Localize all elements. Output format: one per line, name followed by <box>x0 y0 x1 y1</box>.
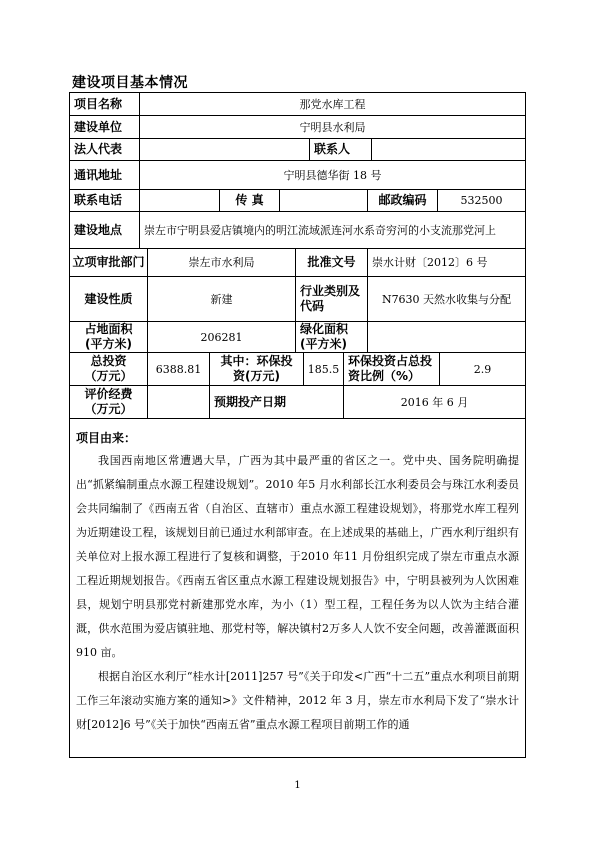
background-paragraph-1: 我国西南地区常遭遇大旱，广西为其中最严重的省区之一。党中央、国务院明确提出“抓紧编制重点水源工程建设规划”。2010 年5 月水利部长江水利委员会与珠江水利委员会共同编制了《西南五省（自治区、直辖市）重点水源工程建设规划》，将那党水库工程列为近期建设工程，该规划目前已通过水利部审查。在上述成果的基础上，广西水利厅组织有关单位对上报水源工程进行了复核和调整，于2010 年11 月份组织完成了崇左市重点水源工程近期规划报告。《西南五省区重点水源工程建设规划报告》中，宁明县被列为人饮困难县，规划宁明县那党村新建那党水库，为小（1）型工程，工程任务为以人饮为主结合灌溉，供水范围为爱店镇驻地、那党村等，解决镇村2万多人人饮不安全问题，改善灌溉面积910 亩。 <box>76 454 519 659</box>
value-start-date: 2016 年 6 月 <box>344 386 525 419</box>
value-site: 崇左市宁明县爱店镇境内的明江流域派连河水系奇穷河的小支流那党河上 <box>140 212 525 249</box>
value-phone <box>140 190 220 212</box>
label-start-date: 预期投产日期 <box>210 386 344 419</box>
label-legal-rep: 法人代表 <box>70 139 140 161</box>
value-project-name: 那党水库工程 <box>140 93 525 116</box>
value-total-invest: 6388.81 <box>148 353 210 386</box>
label-nature: 建设性质 <box>70 277 148 322</box>
page-number: 1 <box>294 780 301 791</box>
value-env-invest: 185.5 <box>304 353 344 386</box>
background-paragraph-2: 根据自治区水利厅“桂水计[2011]257 号”《关于印发<广西“十二五”重点水利项目前期工作三年滚动实施方案的通知>》文件精神，2012 年 3 月，崇左市水利局下发了“崇水计财[2012]6 号”《关于加快“西南五省”重点水源工程项目前期工作的通 <box>76 670 519 731</box>
label-total-invest: 总投资（万元） <box>70 353 148 386</box>
label-postcode: 邮政编码 <box>368 190 438 212</box>
label-phone: 联系电话 <box>70 190 140 212</box>
value-eval-fee <box>148 386 210 419</box>
label-area: 占地面积(平方米) <box>70 322 148 353</box>
label-eval-fee: 评价经费（万元） <box>70 386 148 419</box>
value-nature: 新建 <box>148 277 296 322</box>
label-env-ratio: 环保投资占总投资比例（%） <box>344 353 440 386</box>
value-postcode: 532500 <box>438 190 525 212</box>
value-approval-no: 崇水计财〔2012〕6 号 <box>368 249 525 277</box>
project-background-section <box>70 423 525 757</box>
value-fax <box>280 190 368 212</box>
value-address: 宁明县德华街 18 号 <box>140 161 525 190</box>
label-industry: 行业类别及代码 <box>296 277 368 322</box>
page-title: 建设项目基本情况 <box>72 75 188 91</box>
label-env-invest: 其中：环保投资(万元) <box>210 353 304 386</box>
label-site: 建设地点 <box>70 212 140 249</box>
label-builder: 建设单位 <box>70 116 140 139</box>
info-table <box>69 92 526 758</box>
value-approval-dept: 崇左市水利局 <box>148 249 296 277</box>
label-contact: 联系人 <box>310 139 372 161</box>
label-address: 通讯地址 <box>70 161 140 190</box>
project-background-title: 项目由来： <box>76 431 137 445</box>
value-builder: 宁明县水利局 <box>140 116 525 139</box>
value-area: 206281 <box>148 322 296 353</box>
value-env-ratio: 2.9 <box>440 353 525 386</box>
value-green-area <box>368 322 525 353</box>
value-legal-rep <box>140 139 310 161</box>
label-green-area: 绿化面积(平方米) <box>296 322 368 353</box>
label-fax: 传 真 <box>220 190 280 212</box>
value-contact <box>372 139 525 161</box>
label-project-name: 项目名称 <box>70 93 140 116</box>
value-industry: N7630 天然水收集与分配 <box>368 277 525 322</box>
label-approval-no: 批准文号 <box>296 249 368 277</box>
label-approval-dept: 立项审批部门 <box>70 249 148 277</box>
